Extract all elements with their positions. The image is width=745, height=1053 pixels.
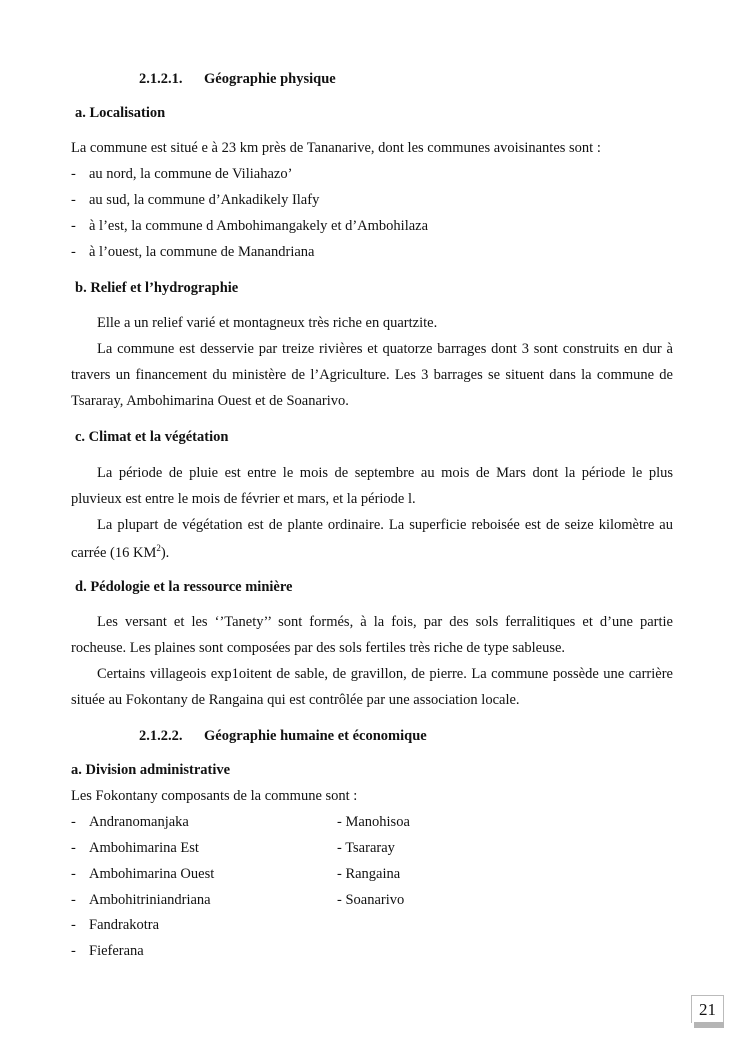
superscript: 2 [156, 543, 161, 553]
paragraph-line: La période de pluie est entre le mois de septembre au mois de Mars dont la période le plus [97, 465, 673, 481]
list-dash: - [71, 192, 76, 208]
page-number: 21 [691, 995, 724, 1023]
paragraph-line: rocheuse. Les plaines sont composées par des sols fertiles très riche de type sableuse. [71, 640, 566, 656]
list-dash: - [71, 166, 76, 182]
subsection-heading: b. Relief et l’hydrographie [75, 280, 239, 296]
paragraph-line: Les versant et les ‘’Tanety’’ sont formés, à la fois, par des sols ferralitiques et d’une partie [97, 614, 673, 630]
list-dash: - [71, 814, 76, 830]
text-run: carrée (16 KM [71, 544, 157, 561]
section-title: Géographie physique [204, 71, 336, 87]
subsection-heading: a. Division administrative [71, 762, 231, 778]
paragraph-line: La plupart de végétation est de plante ordinaire. La superficie reboisée est de seize kilomètre au [97, 517, 673, 533]
paragraph-line: Certains villageois exp1oitent de sable, de gravillon, de pierre. La commune possède une carrière [97, 666, 673, 682]
list-item: à l’ouest, la commune de Manandriana [89, 244, 315, 260]
subsection-heading: d. Pédologie et la ressource minière [75, 579, 293, 595]
paragraph-line: La commune est desservie par treize rivières et quatorze barrages dont 3 sont construits en dur à [97, 341, 673, 357]
list-dash: - [71, 943, 76, 959]
list-item: Ambohitriniandriana [89, 892, 211, 908]
paragraph-line: pluvieux est entre le mois de février et mars, et la période l. [71, 491, 416, 507]
list-dash: - [71, 218, 76, 234]
list-dash: - [71, 840, 76, 856]
paragraph-line: Tsararay, Ambohimarina Ouest et de Soanarivo. [71, 393, 349, 409]
section-number: 2.1.2.2. [139, 728, 183, 744]
section-number: 2.1.2.1. [139, 71, 183, 87]
paragraph-line: travers un financement du ministère de l’Agriculture. Les 3 barrages se situent dans la commune de [71, 367, 673, 383]
list-dash: - [71, 917, 76, 933]
list-item: - Soanarivo [337, 892, 405, 908]
list-item: Fieferana [89, 943, 144, 959]
list-item: Fandrakotra [89, 917, 160, 933]
list-item: - Rangaina [337, 866, 401, 882]
list-item: - Manohisoa [337, 814, 410, 830]
list-item: Ambohimarina Est [89, 840, 199, 856]
section-title: Géographie humaine et économique [204, 728, 427, 744]
list-item: à l’est, la commune d Ambohimangakely et d’Ambohilaza [89, 218, 429, 234]
paragraph-line: située au Fokontany de Rangaina qui est contrôlée par une association locale. [71, 692, 520, 708]
text-run: ). [160, 544, 170, 561]
paragraph: Elle a un relief varié et montagneux très riche en quartzite. [97, 315, 438, 331]
list-item: Ambohimarina Ouest [89, 866, 215, 882]
subsection-heading: a. Localisation [75, 105, 166, 121]
list-item: Andranomanjaka [89, 814, 189, 830]
list-dash: - [71, 244, 76, 260]
paragraph-line [71, 543, 169, 562]
list-dash: - [71, 892, 76, 908]
paragraph: Les Fokontany composants de la commune sont : [71, 788, 358, 804]
list-item: au sud, la commune d’Ankadikely Ilafy [89, 192, 320, 208]
list-item: - Tsararay [337, 840, 395, 856]
list-item: au nord, la commune de Viliahazo’ [89, 166, 293, 182]
list-dash: - [71, 866, 76, 882]
page-number-underline [694, 1022, 724, 1028]
paragraph: La commune est situé e à 23 km près de Tananarive, dont les communes avoisinantes sont : [71, 140, 601, 156]
subsection-heading: c. Climat et la végétation [75, 429, 229, 445]
